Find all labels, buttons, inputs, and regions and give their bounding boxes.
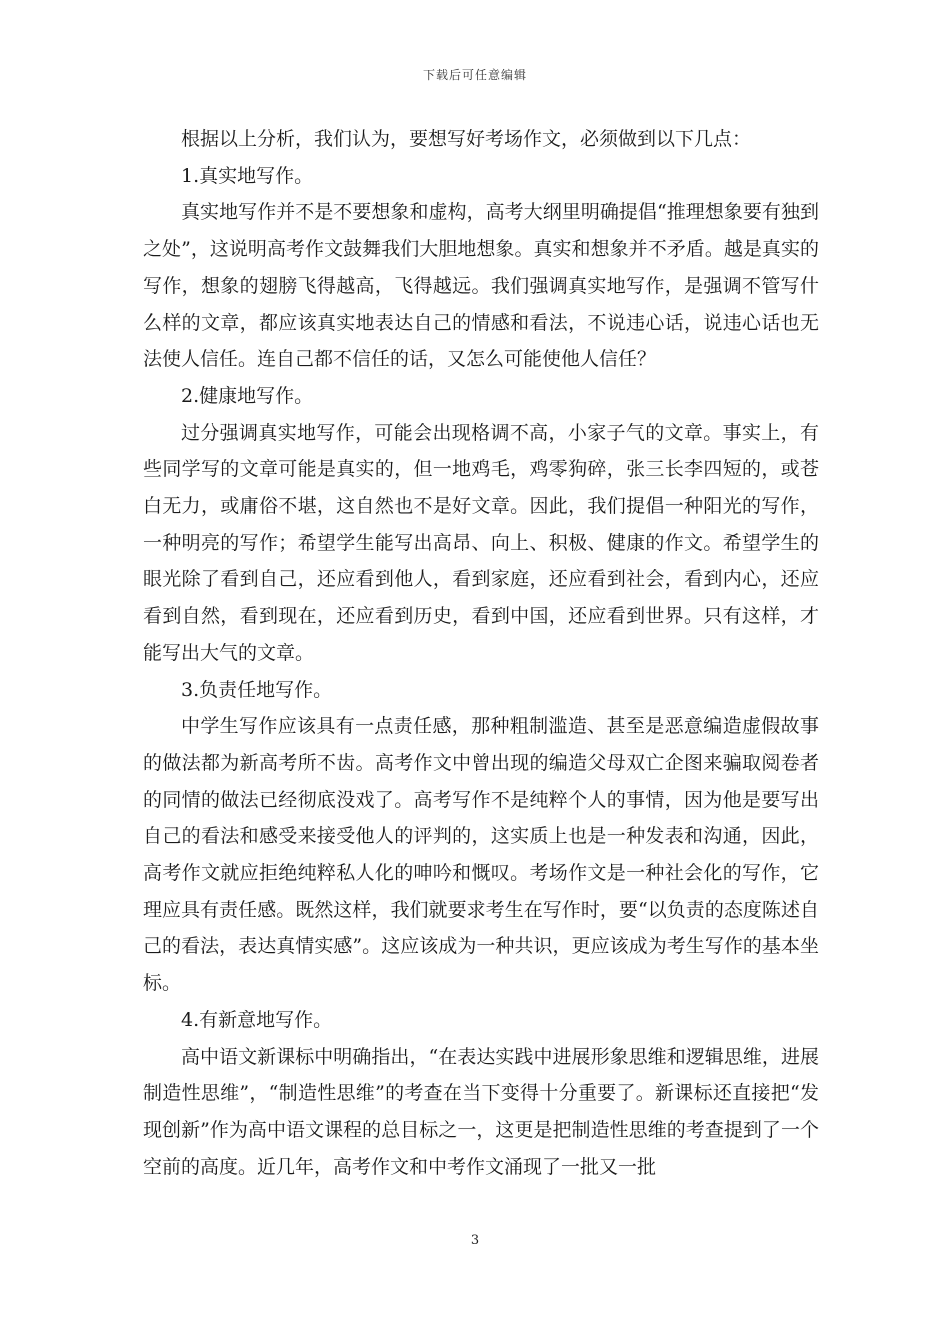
intro-paragraph: 根据以上分析，我们认为，要想写好考场作文，必须做到以下几点： xyxy=(181,128,752,150)
section-paragraph-1: 真实地写作并不是不要想象和虚构，高考大纲里明确提倡“推理想象要有独到之处”，这说明高考作文鼓舞我们大胆地想象。真实和想象并不矛盾。越是真实的写作，想象的翅膀飞得越高，飞得越远。我们强调真实地写作，是强调不管写什么样的文章，都应该真实地表达自己的情感和看法，不说违心话，说违心话也无法使人信任。连自己都不信任的话，又怎么可能使他人信任？ xyxy=(143,201,819,371)
section-heading-2: 2.健康地写作。 xyxy=(181,384,314,407)
document-body xyxy=(143,121,819,1185)
section-heading-4: 4.有新意地写作。 xyxy=(181,1008,333,1031)
section-paragraph-3: 中学生写作应该具有一点责任感，那种粗制滥造、甚至是恶意编造虚假故事的做法都为新高考所不齿。高考作文中曾出现的编造父母双亡企图来骗取阅卷者的同情的做法已经彻底没戏了。高考写作不是纯粹个人的事情，因为他是要写出自己的看法和感受来接受他人的评判的，这实质上也是一种发表和沟通，因此，高考作文就应拒绝纯粹私人化的呻吟和慨叹。考场作文是一种社会化的写作，它理应具有责任感。既然这样，我们就要求考生在写作时，要“以负责的态度陈述自己的看法，表达真情实感”。这应该成为一种共识，更应该成为考生写作的基本坐标。 xyxy=(143,715,819,995)
section-paragraph-4: 高中语文新课标中明确指出，“在表达实践中进展形象思维和逻辑思维，进展制造性思维”，“制造性思维”的考查在当下变得十分重要了。新课标还直接把“发现创新”作为高中语文课程的总目标之一，这更是把制造性思维的考查提到了一个空前的高度。近几年，高考作文和中考作文涌现了一批又一批 xyxy=(143,1045,819,1178)
section-heading-3: 3.负责任地写作。 xyxy=(181,678,333,701)
section-heading-1: 1.真实地写作。 xyxy=(181,164,314,187)
section-paragraph-2: 过分强调真实地写作，可能会出现格调不高，小家子气的文章。事实上，有些同学写的文章可能是真实的，但一地鸡毛，鸡零狗碎，张三长李四短的，或苍白无力，或庸俗不堪，这自然也不是好文章。因此，我们提倡一种阳光的写作，一种明亮的写作；希望学生能写出高昂、向上、积极、健康的作文。希望学生的眼光除了看到自己，还应看到他人，看到家庭，还应看到社会，看到内心，还应看到自然，看到现在，还应看到历史，看到中国，还应看到世界。只有这样，才能写出大气的文章。 xyxy=(143,421,819,664)
page-header-note: 下载后可任意编辑 xyxy=(422,68,527,82)
page-number: 3 xyxy=(470,1233,480,1248)
